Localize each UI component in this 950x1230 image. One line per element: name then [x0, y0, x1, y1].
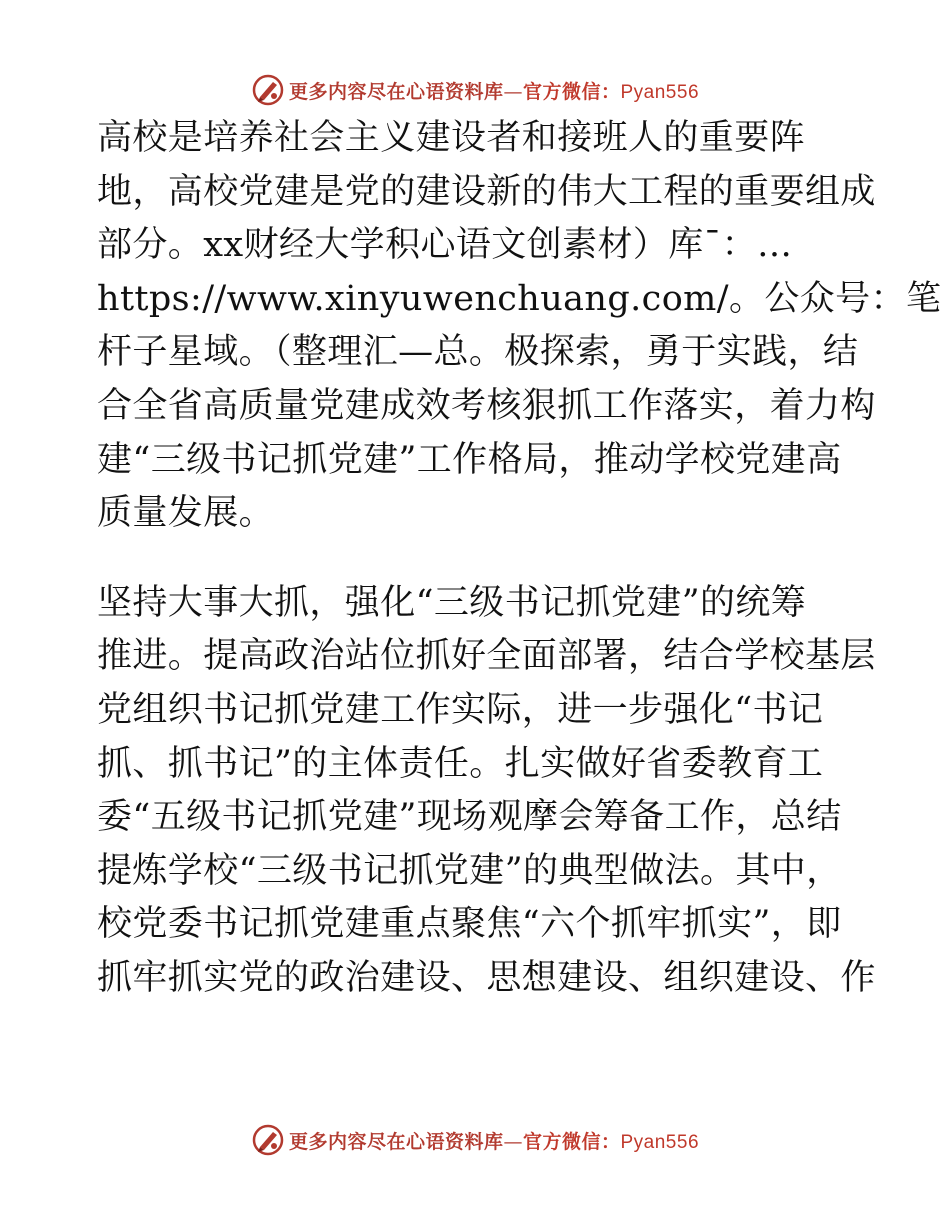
- text-line: 抓、抓书记”的主体责任。扎实做好省委教育工: [97, 743, 824, 784]
- text-line: 推进。提高政治站位抓好全面部署，结合学校基层: [97, 636, 876, 677]
- text-line: 委“五级书记抓党建”现场观摩会筹备工作，总结: [97, 797, 842, 838]
- paragraph-2: [97, 577, 876, 1006]
- text-line: 校党委书记抓党建重点聚焦“六个抓牢抓实”，即: [97, 904, 842, 945]
- watermark-text: 更多内容尽在心语资料库—官方微信：Pyan556: [288, 1130, 700, 1153]
- text-line: 党组织书记抓党建工作实际，进一步强化“书记: [97, 689, 824, 730]
- text-line: 合全省高质量党建成效考核狠抓工作落实，着力构: [97, 385, 876, 426]
- text-line: 杆子星域。（整理汇—总。极探索，勇于实践，结: [97, 332, 859, 373]
- text-line: 抓牢抓实党的政治建设、思想建设、组织建设、作: [97, 957, 876, 998]
- watermark-text: 更多内容尽在心语资料库—官方微信：Pyan556: [288, 80, 700, 103]
- logo-icon: [251, 1123, 285, 1157]
- logo-icon: [251, 73, 285, 107]
- text-line: 高校是培养社会主义建设者和接班人的重要阵: [97, 118, 806, 158]
- paragraph-1: [97, 112, 942, 541]
- text-line: 建“三级书记抓党建”工作格局，推动学校党建高: [97, 439, 842, 480]
- header-watermark: [0, 72, 950, 108]
- document-body: [97, 112, 942, 1006]
- footer-watermark: [0, 1122, 950, 1158]
- text-line: 质量发展。: [97, 493, 275, 534]
- text-line: 地，高校党建是党的建设新的伟大工程的重要组成: [97, 171, 876, 212]
- text-line: https://www.xinyuwenchuang.com/。公众号：笔: [97, 278, 942, 319]
- text-line: 坚持大事大抓，强化“三级书记抓党建”的统筹: [97, 582, 807, 623]
- text-line: 提炼学校“三级书记抓党建”的典型做法。其中，: [97, 850, 842, 891]
- text-line: 部分。xx财经大学积心语文创素材）库¯：…: [97, 225, 793, 266]
